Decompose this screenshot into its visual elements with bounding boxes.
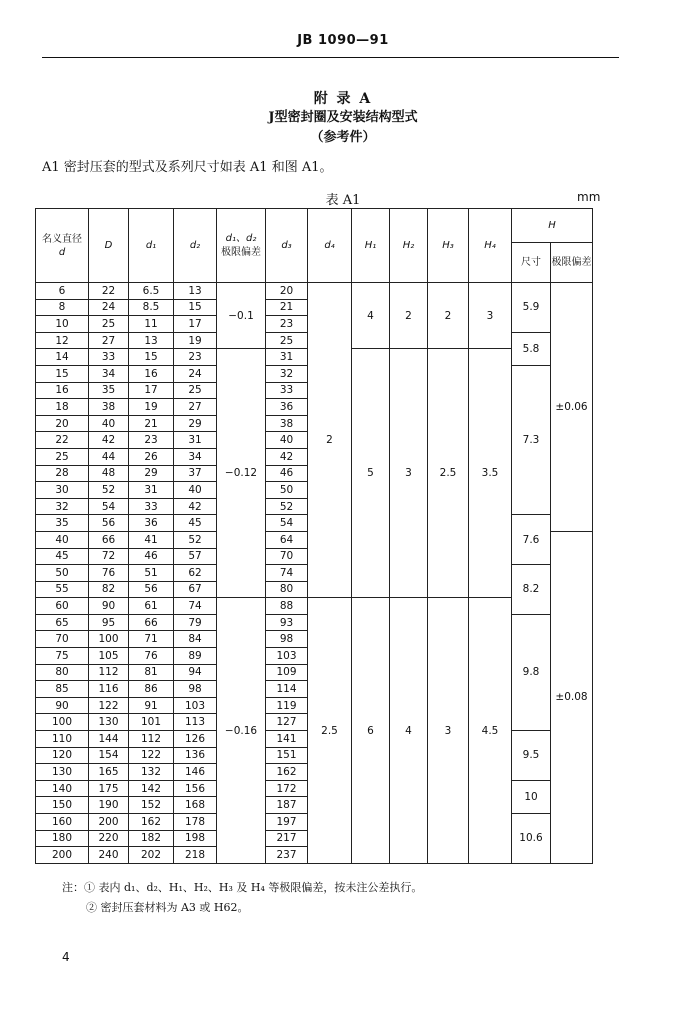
cell-nominal-d: 200 xyxy=(36,847,89,864)
cell-D: 34 xyxy=(89,365,129,382)
header-d2: d₂ xyxy=(174,209,217,283)
cell-D: 112 xyxy=(89,664,129,681)
cell-d1: 41 xyxy=(129,531,174,548)
cell-d1: 56 xyxy=(129,581,174,598)
cell-d1: 182 xyxy=(129,830,174,847)
cell-d1: 142 xyxy=(129,780,174,797)
cell-d1: 17 xyxy=(129,382,174,399)
cell-nominal-d: 32 xyxy=(36,498,89,515)
cell-D: 54 xyxy=(89,498,129,515)
cell-H1: 4 xyxy=(352,283,390,349)
cell-d3: 31 xyxy=(266,349,308,366)
cell-D: 220 xyxy=(89,830,129,847)
cell-nominal-d: 28 xyxy=(36,465,89,482)
appendix-subtitle: J型密封圈及安装结构型式 xyxy=(268,110,418,125)
cell-H4: 3 xyxy=(469,283,512,349)
cell-D: 240 xyxy=(89,847,129,864)
cell-d2: 57 xyxy=(174,548,217,565)
cell-D: 44 xyxy=(89,448,129,465)
cell-D: 190 xyxy=(89,797,129,814)
cell-d3: 70 xyxy=(266,548,308,565)
cell-nominal-d: 18 xyxy=(36,399,89,416)
cell-d3: 98 xyxy=(266,631,308,648)
cell-d1: 46 xyxy=(129,548,174,565)
cell-d4: 2.5 xyxy=(308,598,352,864)
cell-D: 154 xyxy=(89,747,129,764)
header-rule xyxy=(42,57,619,58)
header-nominal-diameter: 名义直径 d xyxy=(36,209,89,283)
cell-D: 42 xyxy=(89,432,129,449)
cell-d3: 109 xyxy=(266,664,308,681)
cell-nominal-d: 30 xyxy=(36,482,89,499)
cell-H2: 3 xyxy=(390,349,428,598)
cell-d3: 114 xyxy=(266,681,308,698)
cell-H3: 3 xyxy=(428,598,469,864)
cell-D: 56 xyxy=(89,515,129,532)
cell-d3: 32 xyxy=(266,365,308,382)
cell-d1: 132 xyxy=(129,764,174,781)
cell-D: 22 xyxy=(89,283,129,300)
cell-d1: 13 xyxy=(129,332,174,349)
cell-d1: 86 xyxy=(129,681,174,698)
cell-d1: 112 xyxy=(129,731,174,748)
cell-D: 76 xyxy=(89,565,129,582)
cell-d1: 26 xyxy=(129,448,174,465)
cell-d2: 103 xyxy=(174,697,217,714)
cell-d3: 197 xyxy=(266,814,308,831)
cell-d3: 93 xyxy=(266,614,308,631)
cell-d1: 33 xyxy=(129,498,174,515)
cell-d3: 46 xyxy=(266,465,308,482)
cell-H-size: 5.8 xyxy=(512,332,551,365)
cell-nominal-d: 16 xyxy=(36,382,89,399)
cell-d2: 62 xyxy=(174,565,217,582)
cell-D: 90 xyxy=(89,598,129,615)
cell-nominal-d: 50 xyxy=(36,565,89,582)
cell-nominal-d: 6 xyxy=(36,283,89,300)
cell-H-size: 10.6 xyxy=(512,814,551,864)
cell-H-tolerance: ±0.08 xyxy=(551,531,593,863)
cell-D: 82 xyxy=(89,581,129,598)
cell-d2: 126 xyxy=(174,731,217,748)
cell-nominal-d: 20 xyxy=(36,415,89,432)
cell-d1: 21 xyxy=(129,415,174,432)
cell-H2: 4 xyxy=(390,598,428,864)
cell-d3: 217 xyxy=(266,830,308,847)
cell-d2: 31 xyxy=(174,432,217,449)
cell-d1: 16 xyxy=(129,365,174,382)
cell-H4: 3.5 xyxy=(469,349,512,598)
cell-d2: 67 xyxy=(174,581,217,598)
cell-D: 165 xyxy=(89,764,129,781)
cell-nominal-d: 35 xyxy=(36,515,89,532)
cell-nominal-d: 22 xyxy=(36,432,89,449)
cell-d3: 23 xyxy=(266,316,308,333)
cell-nominal-d: 25 xyxy=(36,448,89,465)
cell-nominal-d: 180 xyxy=(36,830,89,847)
table-row xyxy=(36,598,593,615)
standard-code: JB 1090—91 xyxy=(297,33,389,48)
cell-D: 35 xyxy=(89,382,129,399)
note-1: 注：① 表内 d₁、d₂、H₁、H₂、H₃ 及 H₄ 等极限偏差，按未注公差执行。 xyxy=(62,881,423,894)
cell-nominal-d: 80 xyxy=(36,664,89,681)
note-2: ② 密封压套材料为 A3 或 H62。 xyxy=(86,901,249,914)
cell-nominal-d: 60 xyxy=(36,598,89,615)
cell-d1: 15 xyxy=(129,349,174,366)
cell-D: 40 xyxy=(89,415,129,432)
cell-nominal-d: 15 xyxy=(36,365,89,382)
cell-d3: 52 xyxy=(266,498,308,515)
cell-D: 200 xyxy=(89,814,129,831)
cell-d2: 42 xyxy=(174,498,217,515)
cell-d3: 54 xyxy=(266,515,308,532)
cell-d3: 88 xyxy=(266,598,308,615)
cell-nominal-d: 150 xyxy=(36,797,89,814)
header-H-size: 尺寸 xyxy=(512,243,551,283)
cell-d3: 127 xyxy=(266,714,308,731)
cell-d3: 20 xyxy=(266,283,308,300)
cell-D: 95 xyxy=(89,614,129,631)
cell-d2: 74 xyxy=(174,598,217,615)
cell-d2: 27 xyxy=(174,399,217,416)
cell-D: 48 xyxy=(89,465,129,482)
table-notes xyxy=(62,878,422,918)
table-title: 表 A1 xyxy=(325,193,361,208)
cell-d3: 42 xyxy=(266,448,308,465)
cell-tolerance: −0.16 xyxy=(217,598,266,864)
cell-d1: 23 xyxy=(129,432,174,449)
cell-tolerance: −0.12 xyxy=(217,349,266,598)
cell-d1: 51 xyxy=(129,565,174,582)
cell-nominal-d: 85 xyxy=(36,681,89,698)
cell-d1: 76 xyxy=(129,648,174,665)
cell-D: 105 xyxy=(89,648,129,665)
cell-nominal-d: 110 xyxy=(36,731,89,748)
cell-d2: 29 xyxy=(174,415,217,432)
cell-d2: 218 xyxy=(174,847,217,864)
cell-d2: 34 xyxy=(174,448,217,465)
cell-H3: 2 xyxy=(428,283,469,349)
appendix-title: 附 录 A xyxy=(313,91,373,107)
cell-d4: 2 xyxy=(308,283,352,598)
cell-nominal-d: 14 xyxy=(36,349,89,366)
cell-d2: 168 xyxy=(174,797,217,814)
cell-d1: 19 xyxy=(129,399,174,416)
header-d3: d₃ xyxy=(266,209,308,283)
header-H1: H₁ xyxy=(352,209,390,283)
cell-d1: 91 xyxy=(129,697,174,714)
cell-H-size: 9.5 xyxy=(512,731,551,781)
cell-H-tolerance: ±0.06 xyxy=(551,283,593,532)
header-H2: H₂ xyxy=(390,209,428,283)
cell-d2: 45 xyxy=(174,515,217,532)
cell-d2: 19 xyxy=(174,332,217,349)
header-H: H xyxy=(512,209,593,243)
cell-d3: 172 xyxy=(266,780,308,797)
cell-d2: 37 xyxy=(174,465,217,482)
cell-nominal-d: 65 xyxy=(36,614,89,631)
cell-nominal-d: 140 xyxy=(36,780,89,797)
cell-d1: 71 xyxy=(129,631,174,648)
cell-nominal-d: 90 xyxy=(36,697,89,714)
cell-nominal-d: 10 xyxy=(36,316,89,333)
cell-nominal-d: 8 xyxy=(36,299,89,316)
cell-d3: 103 xyxy=(266,648,308,665)
cell-d2: 89 xyxy=(174,648,217,665)
cell-d2: 13 xyxy=(174,283,217,300)
cell-d3: 50 xyxy=(266,482,308,499)
cell-nominal-d: 160 xyxy=(36,814,89,831)
cell-d1: 101 xyxy=(129,714,174,731)
cell-tolerance: −0.1 xyxy=(217,283,266,349)
cell-D: 100 xyxy=(89,631,129,648)
cell-d2: 17 xyxy=(174,316,217,333)
cell-nominal-d: 40 xyxy=(36,531,89,548)
cell-d3: 38 xyxy=(266,415,308,432)
cell-H2: 2 xyxy=(390,283,428,349)
intro-paragraph: A1 密封压套的型式及系列尺寸如表 A1 和图 A1。 xyxy=(42,160,333,175)
cell-nominal-d: 130 xyxy=(36,764,89,781)
header-H3: H₃ xyxy=(428,209,469,283)
cell-d1: 152 xyxy=(129,797,174,814)
cell-d3: 141 xyxy=(266,731,308,748)
cell-H-size: 8.2 xyxy=(512,565,551,615)
cell-H-size: 10 xyxy=(512,780,551,813)
cell-nominal-d: 70 xyxy=(36,631,89,648)
cell-nominal-d: 120 xyxy=(36,747,89,764)
cell-d2: 79 xyxy=(174,614,217,631)
cell-D: 27 xyxy=(89,332,129,349)
cell-d3: 33 xyxy=(266,382,308,399)
cell-d2: 98 xyxy=(174,681,217,698)
cell-d1: 66 xyxy=(129,614,174,631)
cell-D: 52 xyxy=(89,482,129,499)
cell-D: 116 xyxy=(89,681,129,698)
cell-d3: 237 xyxy=(266,847,308,864)
cell-d2: 94 xyxy=(174,664,217,681)
cell-d2: 15 xyxy=(174,299,217,316)
cell-d2: 146 xyxy=(174,764,217,781)
cell-d2: 156 xyxy=(174,780,217,797)
cell-d1: 122 xyxy=(129,747,174,764)
cell-d1: 81 xyxy=(129,664,174,681)
cell-d2: 113 xyxy=(174,714,217,731)
cell-d1: 61 xyxy=(129,598,174,615)
cell-d3: 40 xyxy=(266,432,308,449)
cell-H4: 4.5 xyxy=(469,598,512,864)
cell-d3: 80 xyxy=(266,581,308,598)
cell-d2: 40 xyxy=(174,482,217,499)
cell-nominal-d: 45 xyxy=(36,548,89,565)
cell-D: 130 xyxy=(89,714,129,731)
cell-d1: 36 xyxy=(129,515,174,532)
cell-d1: 162 xyxy=(129,814,174,831)
cell-nominal-d: 12 xyxy=(36,332,89,349)
cell-d3: 187 xyxy=(266,797,308,814)
cell-d1: 11 xyxy=(129,316,174,333)
header-H4: H₄ xyxy=(469,209,512,283)
cell-d2: 136 xyxy=(174,747,217,764)
cell-d3: 74 xyxy=(266,565,308,582)
cell-nominal-d: 75 xyxy=(36,648,89,665)
cell-nominal-d: 100 xyxy=(36,714,89,731)
cell-d2: 24 xyxy=(174,365,217,382)
header-d1: d₁ xyxy=(129,209,174,283)
cell-D: 175 xyxy=(89,780,129,797)
appendix-reference-note: （参考件） xyxy=(310,130,376,145)
cell-d1: 202 xyxy=(129,847,174,864)
header-H-tolerance: 极限偏差 xyxy=(551,243,593,283)
cell-d2: 198 xyxy=(174,830,217,847)
cell-d2: 23 xyxy=(174,349,217,366)
cell-D: 24 xyxy=(89,299,129,316)
page-number: 4 xyxy=(62,950,70,964)
cell-D: 66 xyxy=(89,531,129,548)
cell-H-size: 7.3 xyxy=(512,365,551,514)
cell-H3: 2.5 xyxy=(428,349,469,598)
cell-d1: 29 xyxy=(129,465,174,482)
cell-D: 122 xyxy=(89,697,129,714)
cell-d3: 25 xyxy=(266,332,308,349)
cell-d3: 151 xyxy=(266,747,308,764)
cell-d3: 119 xyxy=(266,697,308,714)
cell-D: 25 xyxy=(89,316,129,333)
cell-D: 72 xyxy=(89,548,129,565)
cell-d1: 6.5 xyxy=(129,283,174,300)
cell-H1: 5 xyxy=(352,349,390,598)
cell-D: 38 xyxy=(89,399,129,416)
cell-d3: 64 xyxy=(266,531,308,548)
cell-d3: 36 xyxy=(266,399,308,416)
cell-H-size: 7.6 xyxy=(512,515,551,565)
cell-D: 33 xyxy=(89,349,129,366)
cell-D: 144 xyxy=(89,731,129,748)
cell-H-size: 9.8 xyxy=(512,614,551,730)
header-D: D xyxy=(89,209,129,283)
cell-d2: 52 xyxy=(174,531,217,548)
cell-d2: 84 xyxy=(174,631,217,648)
header-d4: d₄ xyxy=(308,209,352,283)
cell-d2: 25 xyxy=(174,382,217,399)
table-unit: mm xyxy=(577,190,601,204)
cell-d3: 21 xyxy=(266,299,308,316)
dimensions-table xyxy=(35,208,593,864)
cell-d2: 178 xyxy=(174,814,217,831)
table-row xyxy=(36,283,593,300)
cell-d1: 8.5 xyxy=(129,299,174,316)
cell-H1: 6 xyxy=(352,598,390,864)
cell-d3: 162 xyxy=(266,764,308,781)
header-tolerance: d₁、d₂ 极限偏差 xyxy=(217,209,266,283)
cell-H-size: 5.9 xyxy=(512,283,551,333)
cell-d1: 31 xyxy=(129,482,174,499)
cell-nominal-d: 55 xyxy=(36,581,89,598)
